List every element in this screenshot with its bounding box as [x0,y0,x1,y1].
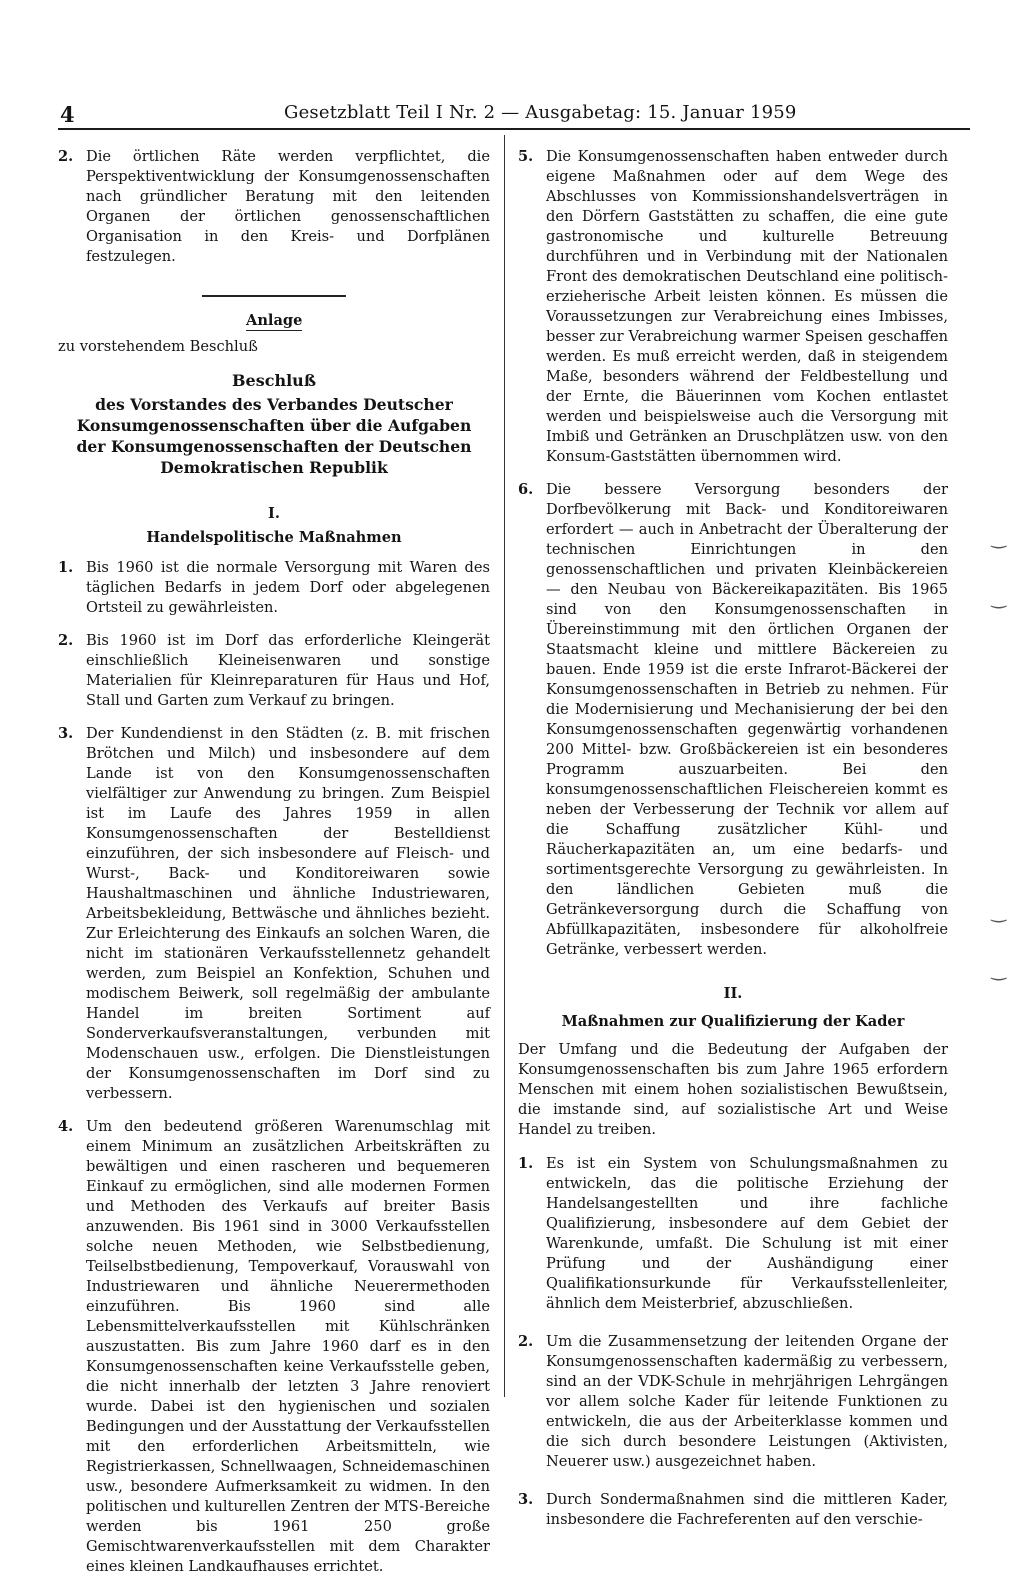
column-divider [504,135,505,1397]
item-number: 3. [518,1491,534,1508]
running-title: Gesetzblatt Teil I Nr. 2 — Ausgabetag: 15. Januar 1959 [284,102,797,123]
section-title: Maßnahmen zur Qualifizierung der Kader [561,1013,905,1030]
item-text: Es ist ein System von Schulungsmaßnahmen zu entwickeln, das die politische Erziehung der Handelsangestellten und ihre fachliche Qualifizierung, insbesondere auf dem Gebiet der Warenkunde, umfaßt. Die Schulung ist mit einer Prüfung und der Aushändigung einer Qualifikationsurkunde für Verkaufsstellenleiter, ähnlich dem Meisterbrief, abzuschließen. [546,1155,948,1312]
item-number: 4. [58,1118,74,1135]
list-item [58,147,490,267]
margin-mark: ‿ [991,902,1006,923]
item-number: 6. [518,481,534,498]
section-separator [202,295,346,297]
item-number: 1. [58,559,74,576]
list-item [518,1332,948,1472]
margin-mark: ‿ [991,528,1006,549]
list-item [58,1117,490,1577]
item-text: Die örtlichen Räte werden verpflichtet, die Perspektiventwicklung der Konsumgenossenschaften nach gründlicher Beratung mit den leitenden Organen der örtlichen genossenschaftlichen Organisation in den Kreis- und Dorfplänen festzulegen. [86,148,490,265]
right-column [518,147,948,1530]
section-intro: Der Umfang und die Bedeutung der Aufgaben der Konsumgenossenschaften bis zum Jahre 1965 erfordern Menschen mit einem hohen sozialistischen Bewußtsein, die imstande sind, auf sozialistische Art und Weise Handel zu treiben. [518,1041,948,1138]
item-text: Durch Sondermaßnahmen sind die mittleren Kader, insbesondere die Fachreferenten auf den verschie- [546,1491,948,1528]
item-number: 2. [518,1333,534,1350]
anlage-subtitle: zu vorstehendem Beschluß [58,338,258,355]
item-number: 5. [518,148,534,165]
anlage-heading [58,311,490,331]
item-text: Bis 1960 ist im Dorf das erforderliche Kleingerät einschließlich Kleineisenwaren und sonstige Materialien für Kleinreparaturen für Haus und Hof, Stall und Garten zum Verkauf zu bringen. [86,632,490,709]
item-text: Um den bedeutend größeren Warenumschlag mit einem Minimum an zusätzlichen Arbeitskräften zu bewältigen und einen rascheren und bequemeren Einkauf zu ermöglichen, sind alle modernen Formen und Methoden des Verkaufs auf breiter Basis anzuwenden. Bis 1961 sind in 3000 Verkaufsstellen solche neuen Methoden, wie Selbstbedienung, Teilselbstbedienung, Tempoverkauf, Vorauswahl von Industriewaren und ähnliche Neuerermethoden einzuführen. Bis 1960 sind alle Lebensmittelverkaufsstellen mit Kühlschränken auszustatten. Bis zum Jahre 1960 darf es in den Konsumgenossenschaften keine Verkaufsstelle geben, die nicht innerhalb der letzten 3 Jahre renoviert wurde. Dabei ist den hygienischen und sozialen Bedingungen und der Ausstattung der Verkaufsstellen mit den erforderlichen Arbeitsmitteln, wie Registrierkassen, Schnellwaagen, Schneidemaschinen usw., besondere Aufmerksamkeit zu widmen. In den politischen und kulturellen Zentren der MTS-Bereiche werden bis 1961 250 große Gemischtwarenverkaufsstellen mit dem Charakter eines kleinen Landkaufhauses errichtet. [86,1118,490,1575]
list-item [58,724,490,1104]
item-text: Die Konsumgenossenschaften haben entweder durch eigene Maßnahmen oder auf dem Wege des Abschlusses von Kommissionshandelsverträgen in den Dörfern Gaststätten zu schaffen, die eine gute gastronomische und kulturelle Betreuung durchführen und in Verbindung mit der Nationalen Front des demokratischen Deutschland eine politisch-erzieherische Arbeit leisten können. Es müssen die Voraussetzungen zur Verabreichung eines Imbisses, besser zur Verabreichung warmer Speisen geschaffen werden. Es muß erreicht werden, daß in steigendem Maße, besonders während der Feldbestellung und der Ernte, die Bäuerinnen vom Kochen entlastet werden und beispielsweise auch die Versorgung mit Imbiß und Getränken an Druschplätzen usw. von den Konsum-Gaststätten übernommen wird. [546,148,948,465]
list-item [518,147,948,467]
list-item [58,558,490,618]
item-number: 3. [58,725,74,742]
item-text: Bis 1960 ist die normale Versorgung mit Waren des täglichen Bedarfs in jedem Dorf oder abgelegenen Ortsteil zu gewährleisten. [86,559,490,616]
margin-mark: ‿ [991,588,1006,609]
section-title: Handelspolitische Maßnahmen [146,529,402,546]
item-text: Der Kundendienst in den Städten (z. B. mit frischen Brötchen und Milch) und insbesondere auf dem Lande ist von den Konsumgenossenschaften vielfältiger zur Anwendung zu bringen. Zum Beispiel ist im Laufe des Jahres 1959 in allen Konsumgenossenschaften der Bestelldienst einzuführen, der sich insbesondere auf Fleisch- und Wurst-, Back- und Konditoreiwaren sowie Haushaltmaschinen und ähnliche Industriewaren, Arbeitsbekleidung, Bettwäsche und ähnliches bezieht. Zur Erleichterung des Einkaufs an solchen Waren, die nicht im stationären Verkaufsstellennetz gehandelt werden, zum Beispiel an Konfektion, Schuhen und modischem Beiwerk, soll regelmäßig der ambulante Handel im breiten Sortiment auf Sonderverkaufsveranstaltungen, verbunden mit Modenschauen usw., erfolgen. Die Dienstleistungen der Konsumgenossenschaften im Dorf sind zu verbessern. [86,725,490,1102]
item-number: 1. [518,1155,534,1172]
page-header [58,100,970,130]
anlage-title: Anlage [246,312,303,329]
list-item [518,1490,948,1530]
list-item [518,480,948,960]
item-text: Um die Zusammensetzung der leitenden Organe der Konsumgenossenschaften kadermäßig zu verbessern, sind an der VDK-Schule in mehrjährigen Lehrgängen vor allem solche Kader für leitende Funktionen zu entwickeln, die aus der Arbeiterklasse kommen und die sich durch besondere Leistungen (Aktivisten, Neuerer usw.) ausgezeichnet haben. [546,1333,948,1470]
item-number: 2. [58,632,74,649]
list-item [58,631,490,711]
item-text: Die bessere Versorgung besonders der Dorfbevölkerung mit Back- und Konditoreiwaren erfordert — auch in Anbetracht der Überalterung der technischen Einrichtungen in den genossenschaftlichen und privaten Kleinbäckereien — den Neubau von Bäckereikapazitäten. Bis 1965 sind von den Konsumgenossenschaften in Übereinstimmung mit den örtlichen Organen der Staatsmacht kleine und mittlere Bäckereien zu bauen. Ende 1959 ist die erste Infrarot-Bäckerei der Konsumgenossenschaften in Betrieb zu nehmen. Für die Modernisierung und Mechanisierung der bei den Konsumgenossenschaften gegenwärtig vorhandenen 200 Mittel- bzw. Großbäckereien ist ein besonderes Programm auszuarbeiten. Bei den konsumgenossenschaftlichen Fleischereien kommt es neben der Verbesserung der Technik vor allem auf die Schaffung zusätzlicher Kühl- und Räucherkapazitäten an, um eine bedarfs- und sortimentsgerechte Versorgung zu gewährleisten. In den ländlichen Gebieten muß die Getränkeversorgung durch die Schaffung von Abfüllkapazitäten, insbesondere für alkoholfreie Getränke, verbessert werden. [546,481,948,958]
beschluss-title: Beschluß [232,371,316,390]
margin-mark: ‿ [991,960,1006,981]
section-number: I. [268,505,280,522]
list-item [518,1154,948,1314]
left-column [58,147,490,1577]
section-number: II. [723,985,743,1002]
item-number: 2. [58,148,74,165]
beschluss-heading: des Vorstandes des Verbandes Deutscher Konsumgenossenschaften über die Aufgaben der Konsumgenossenschaften der Deutschen Demokratischen Republik [76,395,472,477]
page-number: 4 [60,102,75,127]
